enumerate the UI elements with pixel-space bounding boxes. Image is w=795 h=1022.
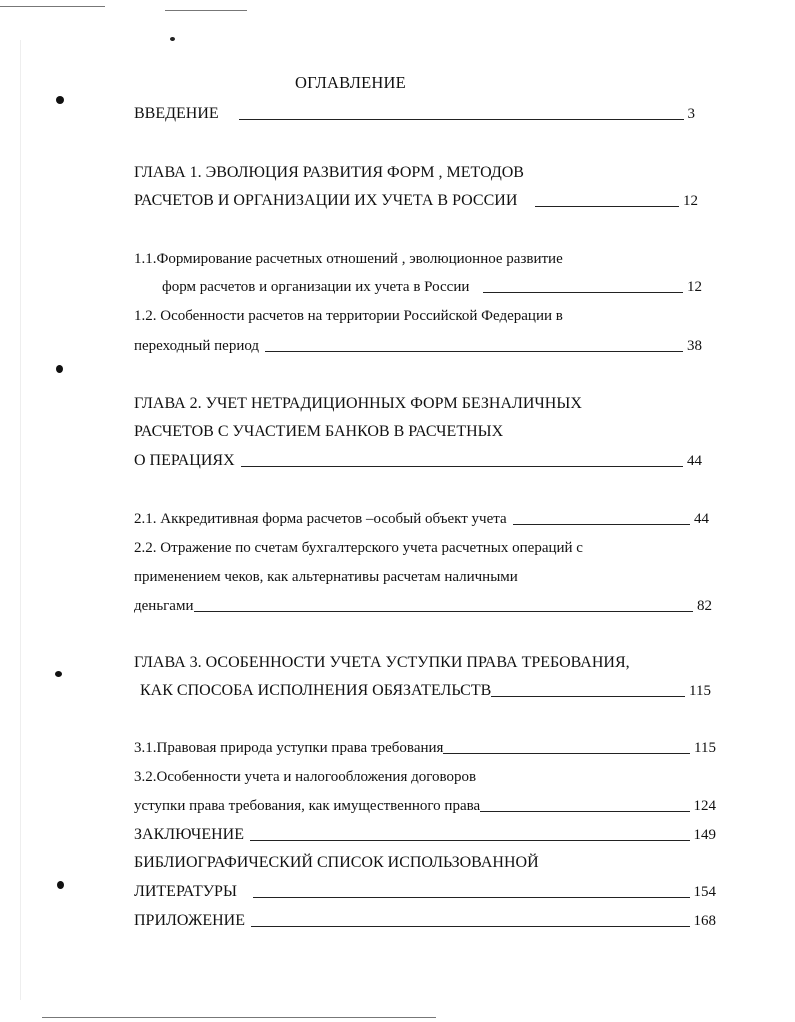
section-3-2-line1[interactable]: 3.2.Особенности учета и налогообложения договоров — [134, 769, 477, 785]
dotted-leader — [253, 896, 690, 898]
dotted-leader — [241, 465, 683, 467]
section-2-2-line1[interactable]: 2.2. Отражение по счетам бухгалтерского учета расчетных операций с — [134, 540, 583, 556]
page-number: 44 — [694, 511, 709, 527]
page-number: 124 — [693, 798, 716, 814]
toc-entry-section-2-2[interactable] — [134, 596, 712, 616]
scan-top-line — [0, 6, 105, 7]
scan-top-line-2 — [165, 10, 247, 11]
toc-entry-chapter-1[interactable] — [134, 191, 698, 211]
toc-entry-section-1-2[interactable] — [134, 336, 702, 356]
dotted-leader — [194, 610, 694, 612]
scan-margin-line — [20, 40, 21, 1000]
toc-entry-chapter-2[interactable] — [134, 451, 702, 471]
dotted-leader — [483, 291, 683, 293]
dotted-leader — [251, 925, 689, 927]
toc-entry-label: ПРИЛОЖЕНИЕ — [134, 912, 246, 929]
page-number: 149 — [693, 827, 716, 843]
toc-entry-label: 3.1.Правовая природа уступки права требования — [134, 740, 444, 756]
page-number: 168 — [693, 913, 716, 929]
toc-entry-chapter-3[interactable] — [140, 681, 711, 701]
dotted-leader — [535, 205, 679, 207]
dotted-leader — [250, 839, 690, 841]
toc-entry-introduction[interactable] — [134, 104, 695, 124]
page-number: 38 — [687, 338, 702, 354]
dotted-leader — [443, 752, 690, 754]
page-number: 12 — [683, 193, 698, 209]
toc-entry-label: уступки права требования, как имущественного права — [134, 798, 481, 814]
section-1-2-line1[interactable]: 1.2. Особенности расчетов на территории Российской Федерации в — [134, 308, 563, 324]
page-number: 82 — [697, 598, 712, 614]
toc-entry-label: КАК СПОСОБА ИСПОЛНЕНИЯ ОБЯЗАТЕЛЬСТВ — [140, 682, 492, 699]
toc-entry-bibliography[interactable] — [134, 882, 716, 902]
dotted-leader — [513, 523, 690, 525]
section-2-2-line2[interactable]: применением чеков, как альтернативы расчетам наличными — [134, 569, 518, 585]
section-1-1-line1[interactable]: 1.1.Формирование расчетных отношений , эволюционное развитие — [134, 251, 563, 267]
scan-bottom-line — [42, 1017, 436, 1018]
bibliography-heading-line1[interactable]: БИБЛИОГРАФИЧЕСКИЙ СПИСОК ИСПОЛЬЗОВАННОЙ — [134, 854, 539, 871]
punch-hole-mark — [57, 881, 64, 889]
toc-entry-label: форм расчетов и организации их учета в России — [162, 279, 470, 295]
chapter-2-heading-line1[interactable]: ГЛАВА 2. УЧЕТ НЕТРАДИЦИОННЫХ ФОРМ БЕЗНАЛИЧНЫХ — [134, 395, 582, 412]
toc-entry-label: деньгами — [134, 598, 194, 614]
toc-entry-label: 2.1. Аккредитивная форма расчетов –особый объект учета — [134, 511, 507, 527]
toc-entry-conclusion[interactable] — [134, 825, 716, 845]
chapter-2-heading-line2[interactable]: РАСЧЕТОВ С УЧАСТИЕМ БАНКОВ В РАСЧЕТНЫХ — [134, 423, 504, 440]
dotted-leader — [491, 695, 685, 697]
toc-entry-label: ЗАКЛЮЧЕНИЕ — [134, 826, 244, 843]
page-number: 44 — [687, 453, 702, 469]
page-number: 115 — [689, 683, 711, 699]
page-number: 154 — [693, 884, 716, 900]
toc-entry-appendix[interactable] — [134, 911, 716, 931]
toc-entry-section-2-1[interactable] — [134, 509, 709, 529]
dotted-leader — [265, 350, 683, 352]
toc-entry-label: РАСЧЕТОВ И ОРГАНИЗАЦИИ ИХ УЧЕТА В РОССИИ — [134, 192, 518, 209]
toc-entry-label: О ПЕРАЦИЯХ — [134, 452, 235, 469]
toc-title: ОГЛАВЛЕНИЕ — [295, 73, 406, 92]
toc-entry-section-3-1[interactable] — [134, 738, 716, 758]
punch-hole-mark — [56, 365, 63, 373]
punch-hole-mark — [55, 671, 62, 677]
punch-hole-mark — [56, 96, 64, 104]
toc-entry-label: ЛИТЕРАТУРЫ — [134, 883, 237, 900]
scan-speck — [170, 37, 175, 41]
page-number: 115 — [694, 740, 716, 756]
toc-entry-section-3-2[interactable] — [134, 796, 716, 816]
page-number: 12 — [687, 279, 702, 295]
chapter-1-heading-line1[interactable]: ГЛАВА 1. ЭВОЛЮЦИЯ РАЗВИТИЯ ФОРМ , МЕТОДОВ — [134, 164, 524, 181]
dotted-leader — [239, 118, 684, 120]
toc-entry-label: ВВЕДЕНИЕ — [134, 105, 219, 122]
dotted-leader — [480, 810, 689, 812]
chapter-3-heading-line1[interactable]: ГЛАВА 3. ОСОБЕННОСТИ УЧЕТА УСТУПКИ ПРАВА ТРЕБОВАНИЯ, — [134, 654, 630, 671]
toc-entry-section-1-1[interactable] — [162, 277, 702, 297]
page-number: 3 — [687, 106, 695, 122]
toc-entry-label: переходный период — [134, 338, 260, 354]
